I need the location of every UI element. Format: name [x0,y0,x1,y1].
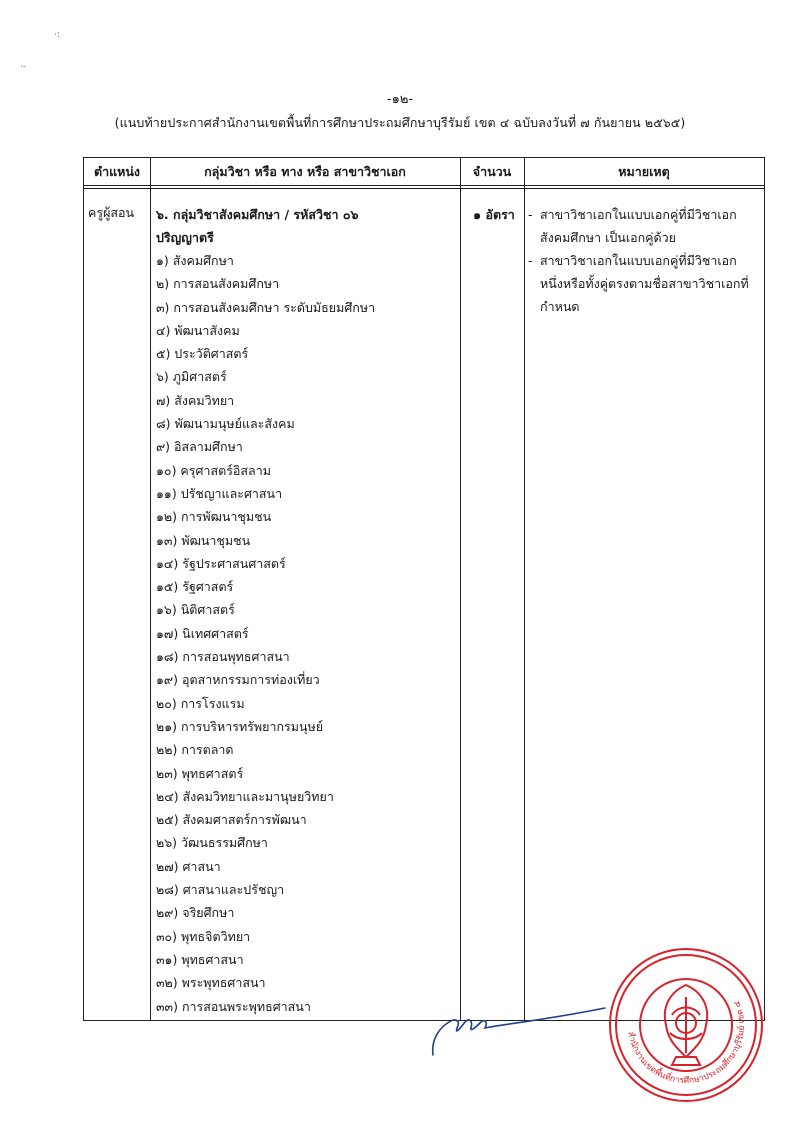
stamp-text: สำนักงานเขตพื้นที่การศึกษาประถมศึกษาบุรีรัมย์ เขต ๔ [625,999,748,1087]
header-count: จำนวน [472,164,512,179]
official-seal-stamp [606,945,766,1105]
major-item: ๑) สังคมศึกษา [156,253,234,268]
count-cell: ๑ อัตรา [473,207,515,222]
positions-table [83,157,765,1021]
major-item: ๒๙) จริยศึกษา [156,905,235,921]
column-divider [150,158,151,1020]
major-item: ๑๘) การสอนพุทธศาสนา [156,649,290,665]
major-item: ๑๕) รัฐศาสตร์ [156,579,234,595]
major-item: ๓๐) พุทธจิตวิทยา [156,928,251,944]
header-divider [84,185,764,186]
degree-label: ปริญญาตรี [156,230,214,245]
handwritten-signature [425,1000,625,1060]
major-item: ๒๐) การโรงแรม [156,695,245,711]
major-item: ๒) การสอนสังคมศึกษา [156,276,280,292]
major-item: ๒๗) ศาสนา [156,858,221,874]
column-divider [524,158,525,1020]
document-subtitle: (แนบท้ายประกาศสำนักงานเขตพื้นที่การศึกษาประถมศึกษาบุรีรัมย์ เขต ๔ ฉบับลงวันที่ ๗ กันยายน ๒๕๖๕) [114,115,686,130]
major-item: ๔) พัฒนาสังคม [156,322,240,338]
scan-speck: ·: [54,30,60,40]
major-item: ๑๗) นิเทศศาสตร์ [156,625,249,641]
major-item: ๗) สังคมวิทยา [156,392,235,408]
page-number: -๑๒- [386,92,414,107]
remarks-cell [528,203,758,318]
major-item: ๓๑) พุทธศาสนา [156,951,244,967]
position-cell: ครูผู้สอน [88,205,135,220]
major-item: ๒๔) สังคมวิทยาและมานุษยวิทยา [156,788,334,804]
remark-text: สาขาวิชาเอกในแบบเอกคู่ที่มีวิชาเอกหนึ่งหรือทั้งคู่ตรงตามชื่อสาขาวิชาเอกที่กำหนด [540,253,749,314]
major-item: ๒๑) การบริหารทรัพยากรมนุษย์ [156,718,324,734]
major-item: ๒๖) วัฒนธรรมศึกษา [156,835,268,851]
major-item: ๑๙) อุตสาหกรรมการท่องเที่ยว [156,672,320,688]
major-item: ๑๐) ครุศาสตร์อิสลาม [156,462,271,478]
remark-bullet: - [528,207,533,222]
subject-group-title: ๖. กลุ่มวิชาสังคมศึกษา / รหัสวิชา ๐๖ [156,207,359,222]
major-item: ๒๘) ศาสนาและปรัชญา [156,882,285,898]
remark-item [528,203,758,249]
header-position: ตำแหน่ง [93,164,141,179]
major-item: ๓๓) การสอนพระพุทธศาสนา [156,998,311,1014]
major-item: ๖) ภูมิศาสตร์ [156,369,227,385]
major-item: ๑๖) นิติศาสตร์ [156,602,235,618]
major-item: ๑๒) การพัฒนาชุมชน [156,509,272,525]
major-item: ๕) ประวัติศาสตร์ [156,346,249,362]
major-item: ๒๕) สังคมศาสตร์การพัฒนา [156,812,307,828]
remark-item [528,249,758,318]
major-item: ๓) การสอนสังคมศึกษา ระดับมัธยมศึกษา [156,299,376,315]
major-item: ๑๓) พัฒนาชุมชน [156,532,251,548]
major-item: ๒๓) พุทธศาสตร์ [156,765,244,781]
header-subject: กลุ่มวิชา หรือ ทาง หรือ สาขาวิชาเอก [204,164,406,179]
majors-list [156,249,456,1018]
remark-text: สาขาวิชาเอกในแบบเอกคู่ที่มีวิชาเอกสังคมศึกษา เป็นเอกคู่ด้วย [540,207,737,245]
major-item: ๑๔) รัฐประศาสนศาสตร์ [156,555,286,571]
major-item: ๘) พัฒนามนุษย์และสังคม [156,416,295,432]
scan-speck: ·- [20,62,27,72]
header-remarks: หมายเหตุ [618,164,670,179]
major-item: ๓๒) พระพุทธศาสนา [156,975,266,991]
major-item: ๑๑) ปรัชญาและศาสนา [156,485,283,501]
remark-bullet: - [528,253,533,268]
major-item: ๙) อิสลามศึกษา [156,439,243,455]
header-divider [84,188,764,189]
major-item: ๒๒) การตลาด [156,742,234,758]
column-divider [460,158,461,1020]
subject-cell [156,203,456,1018]
